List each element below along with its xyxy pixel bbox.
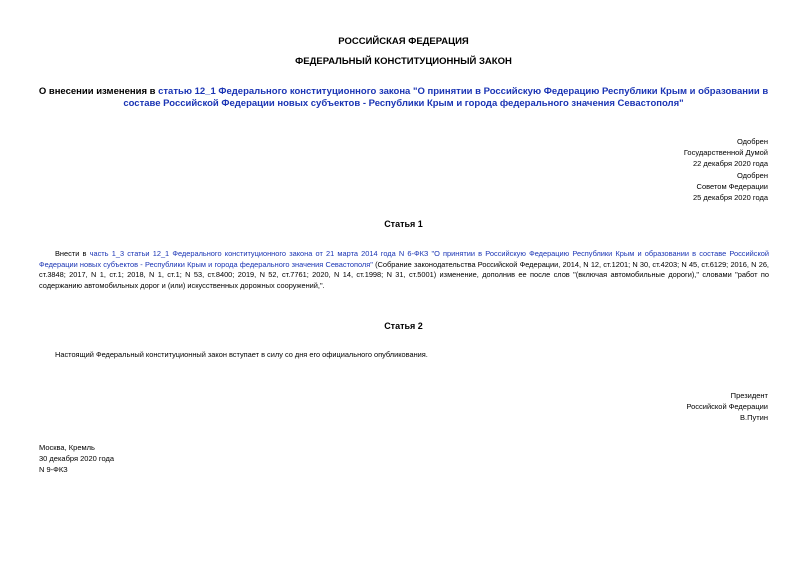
approval-line: Советом Федерации <box>696 181 768 191</box>
approval-line: Одобрен <box>737 137 768 146</box>
signer-title: Президент <box>730 391 768 400</box>
approval-line: 25 декабря 2020 года <box>692 193 768 203</box>
article-1-heading: Статья 1 <box>384 219 423 229</box>
approval-line: 22 декабря 2020 года <box>692 159 768 169</box>
article-2-heading: Статья 2 <box>384 321 423 331</box>
law-type-title: ФЕДЕРАЛЬНЫЙ КОНСТИТУЦИОННЫЙ ЗАКОН <box>295 56 512 67</box>
law-subject-title <box>30 86 777 110</box>
country-title: РОССИЙСКАЯ ФЕДЕРАЦИЯ <box>338 36 469 47</box>
article-1-link[interactable]: часть 1_3 статьи 12_1 Федерального конституционного закона от 21 марта 2014 года N 6-ФКЗ "О принятии в Российскую Федерацию Республики Крым и образовании в составе Российской Федерации новых субъектов - Республики Крым и города федерального значения Севастополя" <box>39 249 770 269</box>
signer-org: Российской Федерации <box>686 401 768 411</box>
signing-place: Москва, Кремль <box>39 443 95 452</box>
signer-name: В.Путин <box>740 412 768 422</box>
signature-block <box>686 391 768 423</box>
article-1-text-suffix: (Собрание законодательства Российской Федерации, 2014, N 12, ст.1201; N 30, ст.4203; N 45, ст.6129; 2016, N 26, ст.3848; 2017, N 1, ст.1; 2018, N 1, ст.1; N 53, ст.8400; 2019, N 52, ст.7761; 2020, N 14, ст.1998; N 31, ст.5001) изменение, дополнив ее после слов "(включая автомобильные дороги)," словами "работ по содержанию автомобильных дорог и (или) искусственных дорожных сооружений,". <box>39 259 769 290</box>
article-1-text <box>39 249 769 291</box>
approval-block <box>684 136 768 203</box>
approval-line: Государственной Думой <box>683 148 768 158</box>
article-2-text: Настоящий Федеральный конституционный закон вступает в силу со дня его официального опубликования. <box>55 350 428 359</box>
law-subject-prefix: О внесении изменения в <box>38 86 159 97</box>
law-subject-link[interactable]: статью 12_1 Федерального конституционного закона "О принятии в Российскую Федерацию Республики Крым и образовании в составе Российской Федерации новых субъектов - Республики Крым и города федерального значения Севастополя" <box>123 86 769 109</box>
approval-line: Одобрен <box>737 170 768 180</box>
place-date-block <box>39 442 114 475</box>
article-1-text-prefix: Внести в <box>55 249 90 258</box>
signing-date: 30 декабря 2020 года <box>39 454 115 463</box>
law-number: N 9-ФКЗ <box>39 465 68 474</box>
